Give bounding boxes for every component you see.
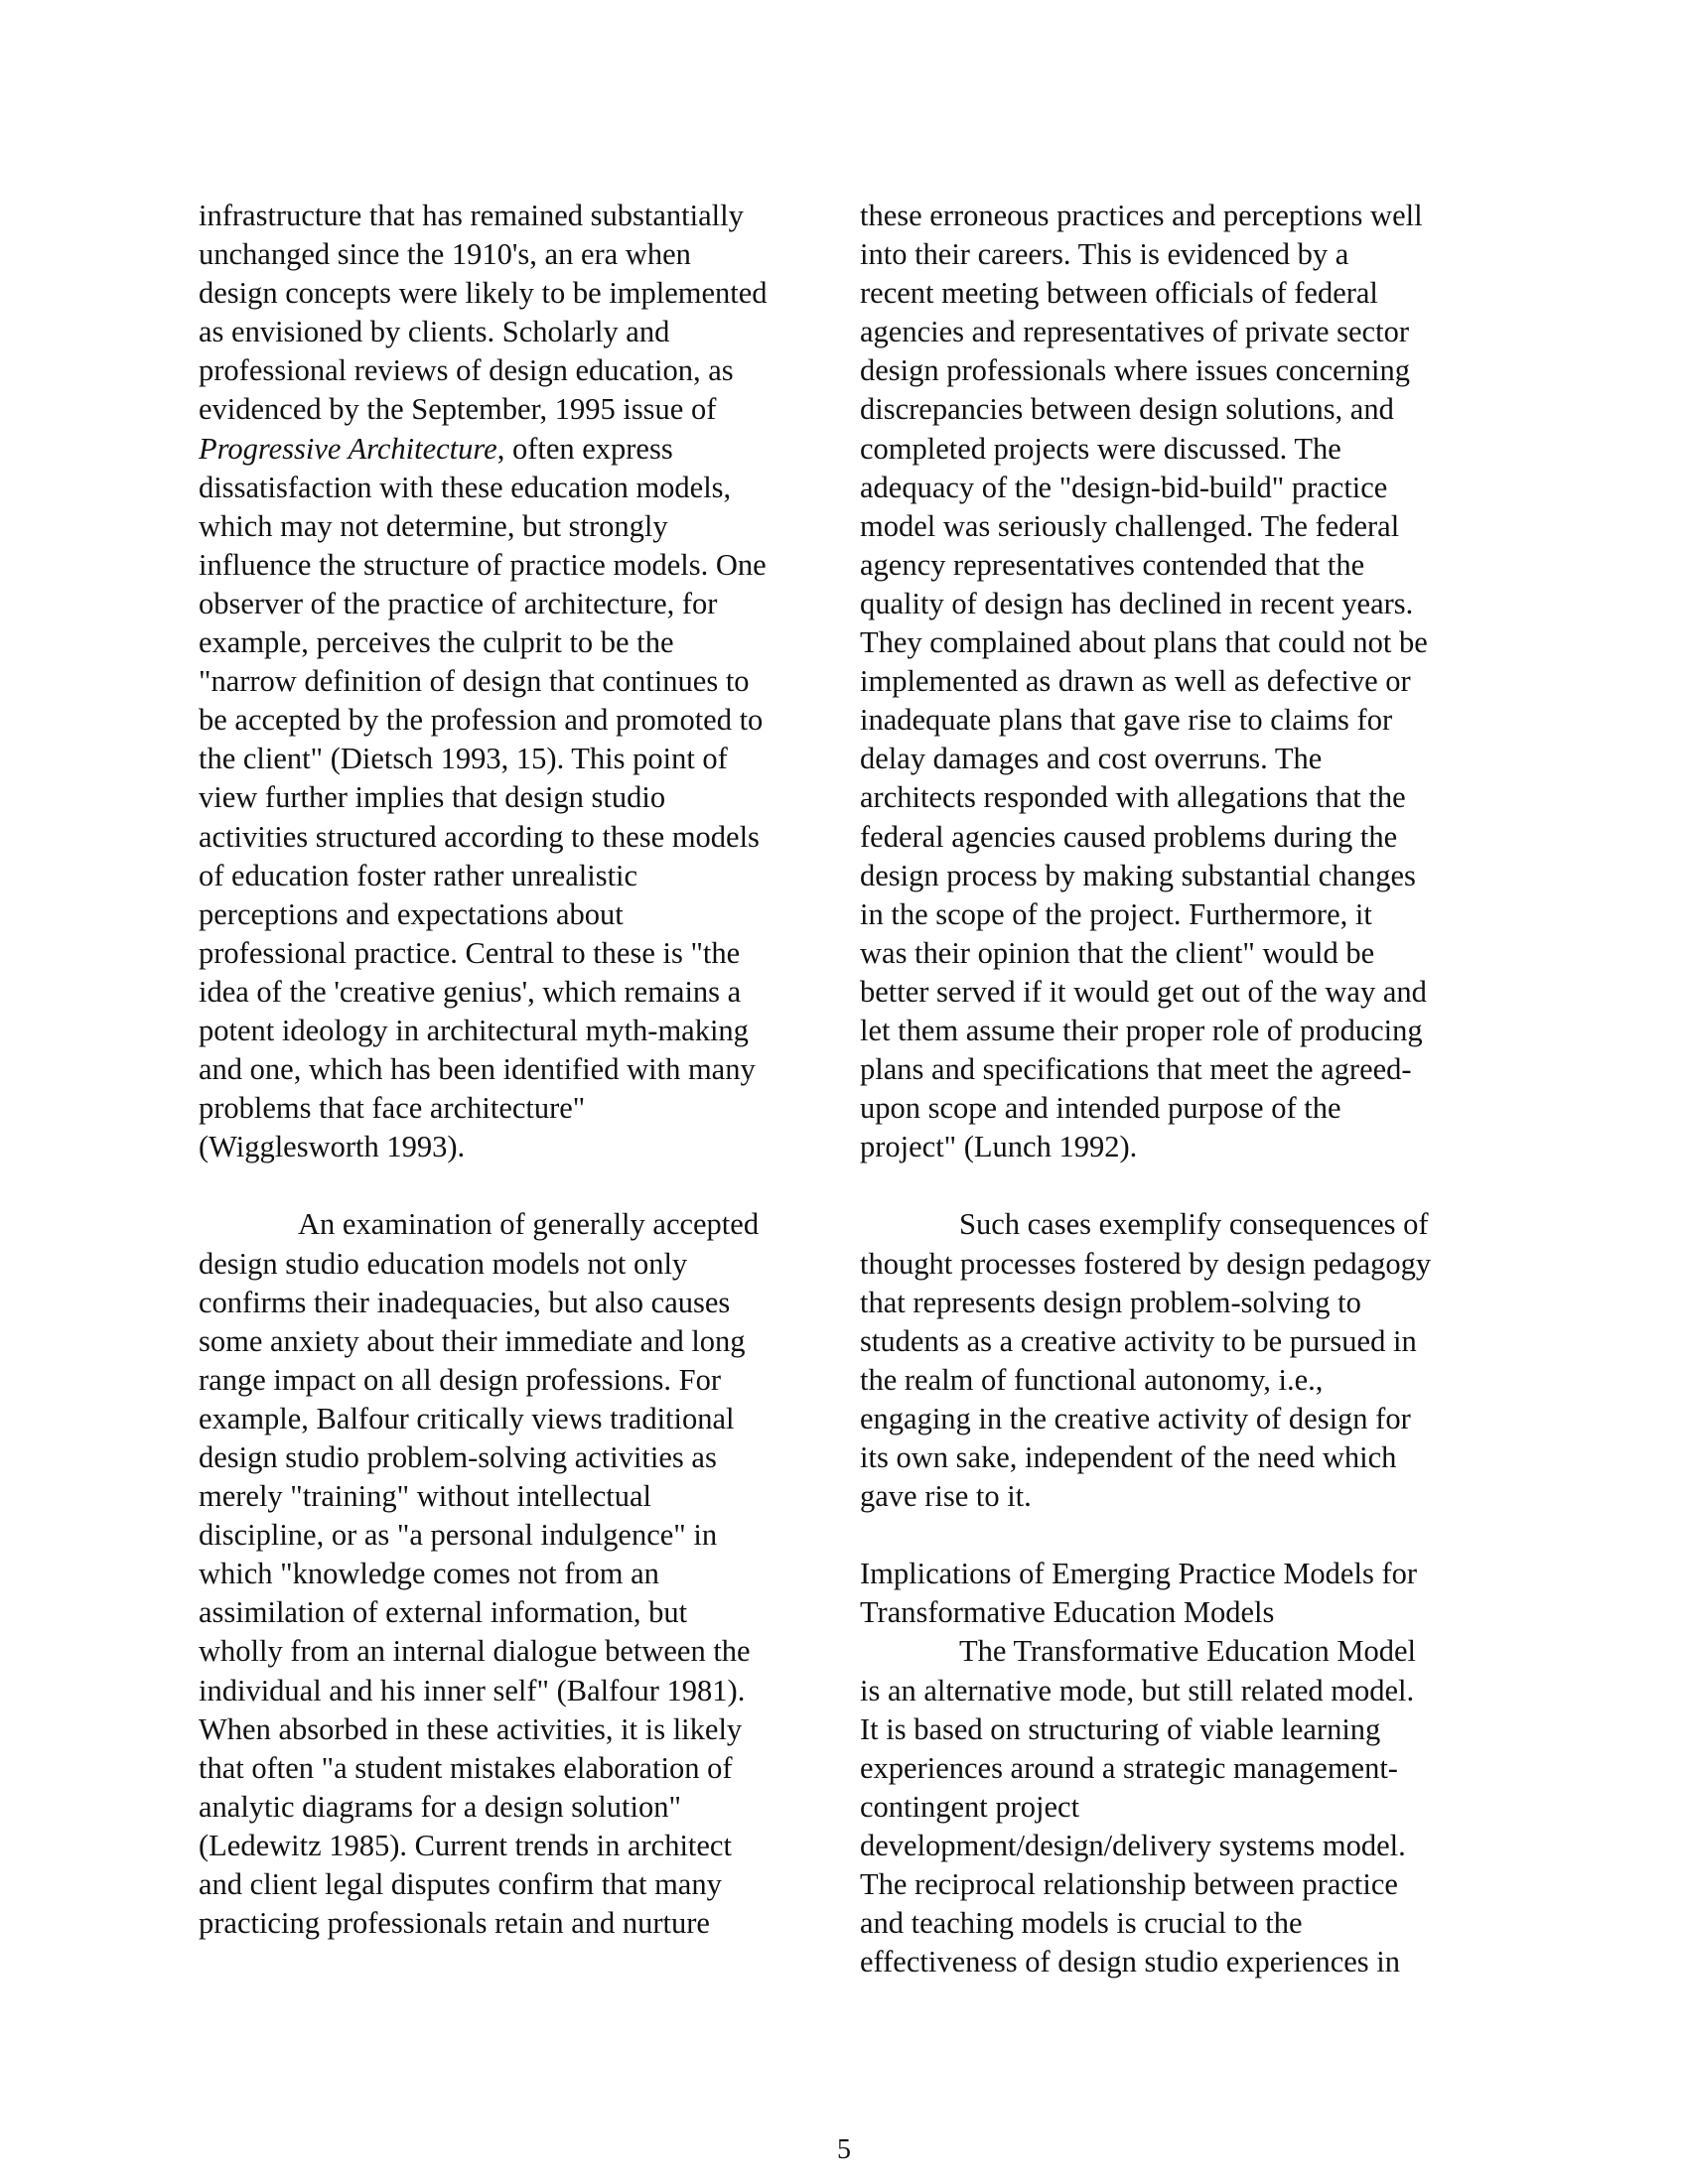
body-text-line: assimilation of external information, but — [199, 1595, 688, 1630]
body-text-line: observer of the practice of architecture, for — [199, 586, 718, 620]
body-text-line: Progressive Architecture, often express — [199, 431, 673, 466]
body-text-line: some anxiety about their immediate and long — [199, 1323, 746, 1358]
body-text-line: which may not determine, but strongly — [199, 508, 668, 543]
body-text-line: of education foster rather unrealistic — [199, 858, 638, 892]
body-text-line: completed projects were discussed. The — [860, 431, 1341, 466]
body-text-line: agencies and representatives of private sector — [860, 315, 1409, 349]
paragraph-spacer — [860, 1516, 1495, 1555]
body-text-line: confirms their inadequacies, but also causes — [199, 1285, 731, 1319]
body-text-line: model was seriously challenged. The federal — [860, 508, 1400, 543]
body-text-line: Such cases exemplify consequences of — [959, 1207, 1429, 1242]
body-text-line: influence the structure of practice models. One — [199, 547, 767, 582]
body-text-line: contingent project — [860, 1789, 1080, 1824]
body-text-line: agency representatives contended that the — [860, 547, 1365, 582]
body-text-line: delay damages and cost overruns. The — [860, 742, 1323, 776]
body-text-line: was their opinion that the client" would be — [860, 935, 1375, 970]
body-text-line: example, Balfour critically views traditional — [199, 1401, 735, 1435]
body-text-line: design studio problem-solving activities as — [199, 1440, 717, 1474]
body-text-line: merely "training" without intellectual — [199, 1479, 652, 1514]
body-text-line: plans and specifications that meet the agreed- — [860, 1052, 1412, 1087]
section-heading-line: Transformative Education Models — [860, 1595, 1275, 1630]
left-column — [199, 197, 834, 1943]
body-text-line: inadequate plans that gave rise to claims for — [860, 703, 1393, 738]
body-text-line: perceptions and expectations about — [199, 896, 624, 931]
body-text-line: discipline, or as "a personal indulgence" in — [199, 1518, 718, 1553]
body-text-line: wholly from an internal dialogue between the — [199, 1634, 751, 1669]
body-text-line: architects responded with allegations that the — [860, 780, 1406, 815]
body-text-line: discrepancies between design solutions, and — [860, 392, 1394, 427]
body-text-line: the client" (Dietsch 1993, 15). This point of — [199, 742, 728, 776]
right-column — [860, 197, 1495, 1981]
body-text-line: the realm of functional autonomy, i.e., — [860, 1362, 1324, 1397]
paragraph-spacer — [860, 1166, 1495, 1205]
body-text-line: idea of the 'creative genius', which remains a — [199, 974, 742, 1009]
body-text-line: that often "a student mistakes elaboration of — [199, 1750, 733, 1785]
body-text-line: and one, which has been identified with many — [199, 1052, 756, 1087]
body-text-line: better served if it would get out of the way and — [860, 974, 1427, 1009]
body-text-line: practicing professionals retain and nurture — [199, 1906, 710, 1941]
page-number: 5 — [837, 2134, 851, 2165]
section-heading-line: Implications of Emerging Practice Models for — [860, 1557, 1418, 1591]
body-text-line: The Transformative Education Model — [959, 1634, 1416, 1669]
paragraph-spacer — [199, 1166, 834, 1205]
body-text-line: activities structured according to these models — [199, 819, 760, 854]
body-text-line: its own sake, independent of the need which — [860, 1440, 1397, 1474]
body-text-line: "narrow definition of design that continues to — [199, 664, 750, 699]
body-text-line: adequacy of the "design-bid-build" practice — [860, 470, 1388, 504]
body-text-line: let them assume their proper role of producing — [860, 1013, 1423, 1047]
body-text-line: evidenced by the September, 1995 issue of — [199, 392, 717, 427]
body-text-line: recent meeting between officials of federal — [860, 276, 1378, 311]
body-text-line: analytic diagrams for a design solution" — [199, 1789, 681, 1824]
body-text-line: unchanged since the 1910's, an era when — [199, 237, 691, 272]
body-text-line: experiences around a strategic management- — [860, 1750, 1398, 1785]
body-text-line: (Wigglesworth 1993). — [199, 1130, 466, 1164]
body-text-line: as envisioned by clients. Scholarly and — [199, 315, 670, 349]
body-text-line: effectiveness of design studio experiences in — [860, 1945, 1401, 1979]
body-text-line: An examination of generally accepted — [298, 1207, 760, 1242]
body-text-line: dissatisfaction with these education models, — [199, 470, 732, 504]
body-text-line: view further implies that design studio — [199, 780, 666, 815]
body-text-line: (Ledewitz 1985). Current trends in architect — [199, 1828, 732, 1862]
body-text-line: thought processes fostered by design pedagogy — [860, 1246, 1432, 1281]
body-text-line: upon scope and intended purpose of the — [860, 1091, 1341, 1126]
body-text-line: infrastructure that has remained substantially — [199, 199, 744, 232]
body-text-line: into their careers. This is evidenced by a — [860, 237, 1349, 272]
body-text-line: problems that face architecture" — [199, 1091, 586, 1126]
body-text-line: and teaching models is crucial to the — [860, 1906, 1303, 1941]
body-text-line: students as a creative activity to be pursued in — [860, 1323, 1417, 1358]
body-text-line: It is based on structuring of viable learning — [860, 1711, 1381, 1746]
body-text-line: quality of design has declined in recent years. — [860, 586, 1414, 620]
body-text-line: They complained about plans that could not be — [860, 625, 1428, 660]
body-text-line: The reciprocal relationship between practice — [860, 1867, 1398, 1902]
body-text-line: and client legal disputes confirm that many — [199, 1867, 722, 1902]
body-text-line: potent ideology in architectural myth-making — [199, 1013, 749, 1047]
body-text-line: implemented as drawn as well as defective or — [860, 664, 1411, 699]
body-text-line: design process by making substantial changes — [860, 858, 1416, 892]
body-text-line: is an alternative mode, but still related model. — [860, 1673, 1415, 1707]
body-text-line: that represents design problem-solving to — [860, 1285, 1361, 1319]
body-text-line: project" (Lunch 1992). — [860, 1130, 1138, 1164]
body-text-line: design professionals where issues concerning — [860, 353, 1410, 388]
body-text-line: design studio education models not only — [199, 1246, 688, 1281]
body-text-line: which "knowledge comes not from an — [199, 1557, 659, 1591]
body-text-line: design concepts were likely to be implemented — [199, 276, 768, 311]
body-text-line: example, perceives the culprit to be the — [199, 625, 674, 660]
body-text-line: When absorbed in these activities, it is likely — [199, 1711, 743, 1746]
body-text-line: be accepted by the profession and promoted to — [199, 703, 764, 738]
body-text-line: federal agencies caused problems during the — [860, 819, 1398, 854]
body-text-line: these erroneous practices and perceptions well — [860, 199, 1423, 232]
body-text-line: engaging in the creative activity of design for — [860, 1401, 1411, 1435]
body-text-line: gave rise to it. — [860, 1479, 1032, 1514]
journal-title: Progressive Architecture — [199, 431, 497, 466]
body-text-line: in the scope of the project. Furthermore, it — [860, 896, 1372, 931]
body-text-line: range impact on all design professions. For — [199, 1362, 722, 1397]
body-text-line: professional reviews of design education, as — [199, 353, 734, 388]
body-text-line: development/design/delivery systems model. — [860, 1828, 1406, 1862]
body-text-line: professional practice. Central to these is "the — [199, 935, 741, 970]
body-text-line: individual and his inner self" (Balfour 1981). — [199, 1673, 746, 1707]
